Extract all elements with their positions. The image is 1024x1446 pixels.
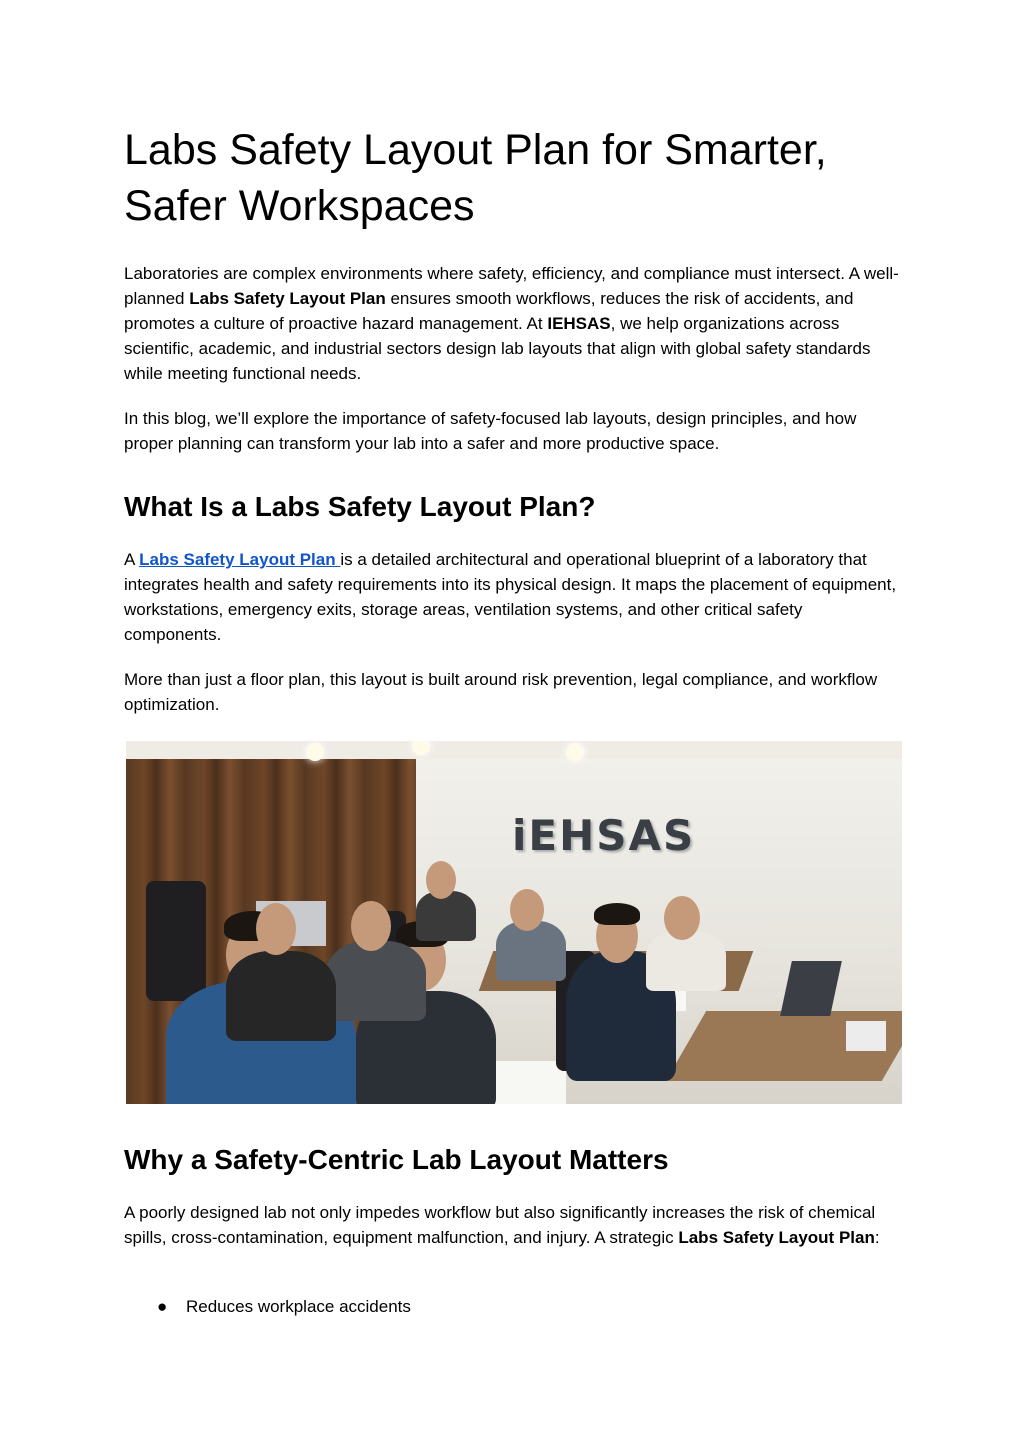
section-heading-why-matters: Why a Safety-Centric Lab Layout Matters [124,1144,669,1175]
bullet-icon: ● [157,1297,168,1316]
ceiling [126,741,902,759]
attendee [416,891,476,941]
section-heading-what-is: What Is a Labs Safety Layout Plan? [124,491,596,522]
attendee-head [426,861,456,899]
attendee-head [510,889,544,931]
bold-term: Labs Safety Layout Plan [189,289,386,308]
floor-plan-paragraph: More than just a floor plan, this layout is built around risk prevention, legal compliance, and workflow optimization. [124,670,878,714]
attendee-head [256,903,296,955]
why-paragraph [124,1200,904,1250]
cup [846,1021,886,1051]
bold-brand: IEHSAS [547,314,611,333]
ceiling-light [566,743,584,761]
ceiling-light [306,743,324,761]
text-run: A [124,550,140,569]
attendee [646,931,726,991]
text-run: , we help organizations across scientific, academic, and industrial sectors design lab layouts that align with global safety standards while meeting functional needs. [124,314,871,383]
labs-safety-layout-plan-link[interactable]: Labs Safety Layout Plan [139,550,341,569]
chair [146,881,206,1001]
benefits-list [124,1294,411,1319]
attendee-head [351,901,391,951]
list-item [124,1294,411,1319]
attendee-head [664,896,700,940]
attendee [326,941,426,1021]
attendee-hair [594,903,640,925]
intro-paragraph [124,261,904,386]
text-run: : [874,1228,880,1247]
bold-term: Labs Safety Layout Plan [678,1228,875,1247]
list-item-label: Reduces workplace accidents [186,1297,411,1316]
text-run: Laboratories are complex environments where safety, efficiency, and compliance must intersect. A well-planned [124,264,899,308]
text-run: ensures smooth workflows, reduces the risk of accidents, and promotes a culture of proactive hazard management. At [124,289,854,333]
intro-paragraph-2: In this blog, we’ll explore the importance of safety-focused lab layouts, design principles, and how proper planning can transform your lab into a safer and more productive space. [124,409,857,453]
text-run: A poorly designed lab not only impedes workflow but also significantly increases the risk of chemical spills, cross-contamination, equipment malfunction, and injury. A strategic [124,1203,876,1247]
attendee [226,951,336,1041]
page-title: Labs Safety Layout Plan for Smarter, Safer Workspaces [124,126,827,230]
definition-paragraph [124,547,904,647]
iehsas-wall-logo: iEHSAS [512,811,696,860]
training-room-photo [126,741,902,1104]
text-run: is a detailed architectural and operational blueprint of a laboratory that integrates health and safety requirements into its physical design. It maps the placement of equipment, workstations, emergency exits, storage areas, ventilation systems, and other critical safety components. [124,550,897,644]
